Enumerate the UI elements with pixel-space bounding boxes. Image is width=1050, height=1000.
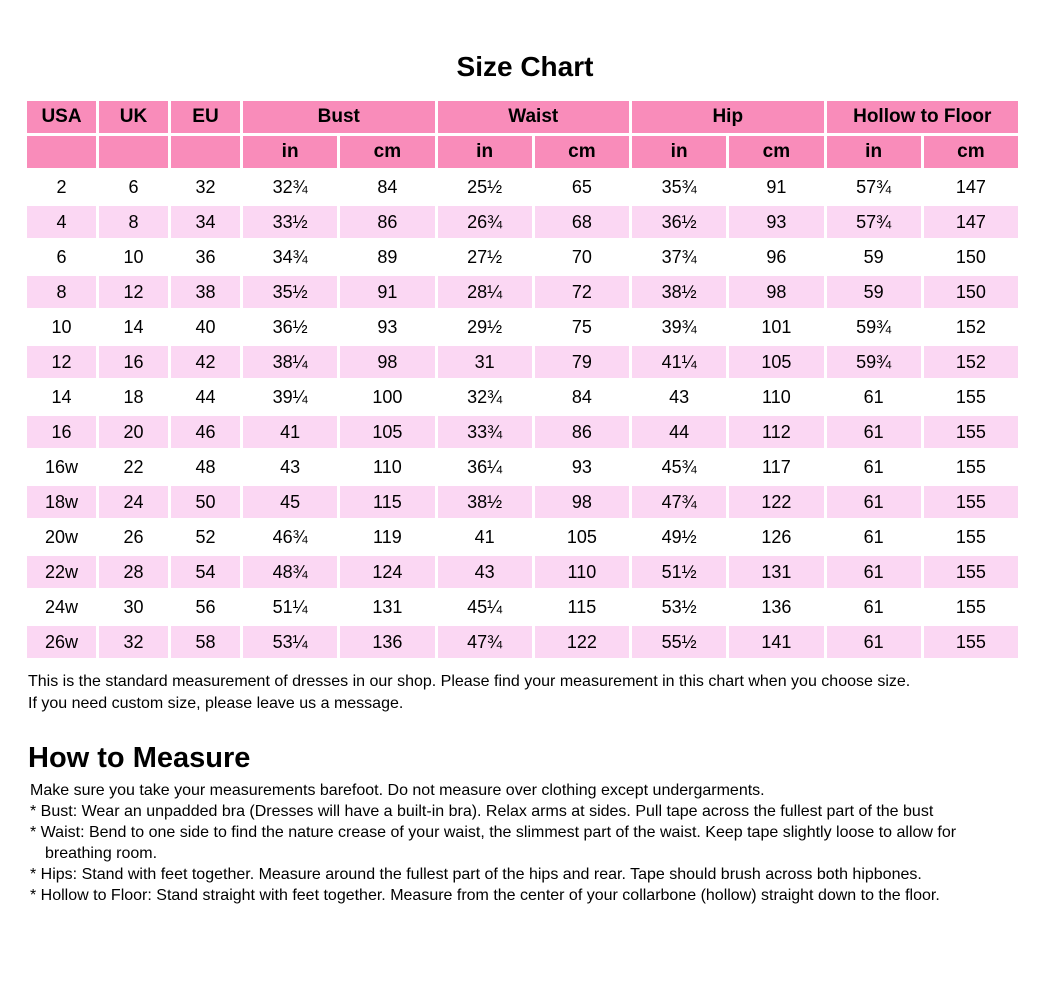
col-header-eu: EU — [171, 101, 240, 133]
cell: 61 — [827, 381, 921, 413]
cell: 33¾ — [438, 416, 532, 448]
cell: 150 — [924, 276, 1018, 308]
table-row — [27, 381, 1018, 413]
table-row — [27, 451, 1018, 483]
page-title: Size Chart — [456, 51, 594, 82]
cell: 8 — [99, 206, 168, 238]
cell: 112 — [729, 416, 823, 448]
cell: 59¾ — [827, 311, 921, 343]
cell: 147 — [924, 171, 1018, 203]
cell: 22w — [27, 556, 96, 588]
cell: 93 — [340, 311, 434, 343]
measure-instruction-bust: * Bust: Wear an unpadded bra (Dresses will have a built-in bra). Relax arms at sides. Pull tape across the fullest part of the bust — [30, 802, 934, 820]
cell: 40 — [171, 311, 240, 343]
cell: 28¼ — [438, 276, 532, 308]
cell: 26w — [27, 626, 96, 658]
table-body — [27, 171, 1018, 658]
cell: 91 — [340, 276, 434, 308]
cell: 16w — [27, 451, 96, 483]
cell: 86 — [535, 416, 629, 448]
col-group-hip: Hip — [632, 101, 824, 133]
table-row — [27, 591, 1018, 623]
cell: 35¾ — [632, 171, 726, 203]
table-row — [27, 276, 1018, 308]
cell: 61 — [827, 451, 921, 483]
measure-instruction-general: Make sure you take your measurements barefoot. Do not measure over clothing except undergarments. — [30, 781, 765, 799]
cell: 12 — [27, 346, 96, 378]
cell: 155 — [924, 591, 1018, 623]
cell: 42 — [171, 346, 240, 378]
cell: 61 — [827, 486, 921, 518]
cell: 30 — [99, 591, 168, 623]
cell: 8 — [27, 276, 96, 308]
cell: 43 — [632, 381, 726, 413]
cell: 91 — [729, 171, 823, 203]
cell: 136 — [729, 591, 823, 623]
cell: 56 — [171, 591, 240, 623]
cell: 29½ — [438, 311, 532, 343]
cell: 110 — [729, 381, 823, 413]
cell: 34 — [171, 206, 240, 238]
cell: 57¾ — [827, 206, 921, 238]
cell: 32¾ — [438, 381, 532, 413]
cell: 36¼ — [438, 451, 532, 483]
table-row — [27, 171, 1018, 203]
cell: 124 — [340, 556, 434, 588]
cell: 89 — [340, 241, 434, 273]
cell: 119 — [340, 521, 434, 553]
cell: 101 — [729, 311, 823, 343]
cell: 105 — [729, 346, 823, 378]
cell: 35½ — [243, 276, 337, 308]
table-row — [27, 241, 1018, 273]
standard-measurement-notes — [28, 671, 1022, 715]
cell: 48 — [171, 451, 240, 483]
unit-blank-eu — [171, 136, 240, 168]
cell: 98 — [535, 486, 629, 518]
cell: 105 — [340, 416, 434, 448]
cell: 31 — [438, 346, 532, 378]
cell: 49½ — [632, 521, 726, 553]
unit-header-hollow-in: in — [827, 136, 921, 168]
cell: 105 — [535, 521, 629, 553]
cell: 61 — [827, 626, 921, 658]
cell: 72 — [535, 276, 629, 308]
cell: 84 — [340, 171, 434, 203]
col-header-usa: USA — [27, 101, 96, 133]
cell: 131 — [729, 556, 823, 588]
note-line: This is the standard measurement of dresses in our shop. Please find your measurement in this chart when you choose size. — [28, 673, 911, 691]
cell: 117 — [729, 451, 823, 483]
cell: 18w — [27, 486, 96, 518]
cell: 122 — [729, 486, 823, 518]
cell: 86 — [340, 206, 434, 238]
cell: 61 — [827, 556, 921, 588]
cell: 36½ — [243, 311, 337, 343]
cell: 68 — [535, 206, 629, 238]
cell: 4 — [27, 206, 96, 238]
how-to-measure-heading: How to Measure — [28, 742, 251, 775]
unit-header-waist-cm: cm — [535, 136, 629, 168]
cell: 98 — [340, 346, 434, 378]
cell: 152 — [924, 311, 1018, 343]
cell: 32 — [171, 171, 240, 203]
cell: 93 — [535, 451, 629, 483]
cell: 155 — [924, 416, 1018, 448]
cell: 39¼ — [243, 381, 337, 413]
cell: 136 — [340, 626, 434, 658]
cell: 37¾ — [632, 241, 726, 273]
cell: 152 — [924, 346, 1018, 378]
table-header — [27, 101, 1018, 168]
cell: 32¾ — [243, 171, 337, 203]
cell: 115 — [535, 591, 629, 623]
table-row — [27, 416, 1018, 448]
cell: 51½ — [632, 556, 726, 588]
cell: 12 — [99, 276, 168, 308]
unit-header-bust-in: in — [243, 136, 337, 168]
cell: 96 — [729, 241, 823, 273]
cell: 6 — [27, 241, 96, 273]
cell: 61 — [827, 591, 921, 623]
cell: 50 — [171, 486, 240, 518]
cell: 57¾ — [827, 171, 921, 203]
cell: 52 — [171, 521, 240, 553]
cell: 46¾ — [243, 521, 337, 553]
unit-header-bust-cm: cm — [340, 136, 434, 168]
cell: 20 — [99, 416, 168, 448]
cell: 44 — [171, 381, 240, 413]
measure-instruction-waist: * Waist: Bend to one side to find the nature crease of your waist, the slimmest part of the waist. Keep tape slightly loose to allow for — [30, 823, 957, 841]
cell: 150 — [924, 241, 1018, 273]
cell: 46 — [171, 416, 240, 448]
cell: 24 — [99, 486, 168, 518]
cell: 110 — [340, 451, 434, 483]
cell: 27½ — [438, 241, 532, 273]
cell: 41¼ — [632, 346, 726, 378]
cell: 93 — [729, 206, 823, 238]
cell: 155 — [924, 381, 1018, 413]
unit-blank-uk — [99, 136, 168, 168]
cell: 51¼ — [243, 591, 337, 623]
unit-blank-usa — [27, 136, 96, 168]
cell: 25½ — [438, 171, 532, 203]
cell: 39¾ — [632, 311, 726, 343]
cell: 14 — [27, 381, 96, 413]
cell: 16 — [27, 416, 96, 448]
cell: 28 — [99, 556, 168, 588]
table-row — [27, 626, 1018, 658]
cell: 59 — [827, 241, 921, 273]
cell: 126 — [729, 521, 823, 553]
cell: 48¾ — [243, 556, 337, 588]
cell: 47¾ — [438, 626, 532, 658]
cell: 98 — [729, 276, 823, 308]
cell: 53¼ — [243, 626, 337, 658]
cell: 61 — [827, 416, 921, 448]
cell: 45¼ — [438, 591, 532, 623]
cell: 38 — [171, 276, 240, 308]
unit-header-hip-cm: cm — [729, 136, 823, 168]
cell: 18 — [99, 381, 168, 413]
cell: 34¾ — [243, 241, 337, 273]
unit-header-hollow-cm: cm — [924, 136, 1018, 168]
cell: 45 — [243, 486, 337, 518]
cell: 65 — [535, 171, 629, 203]
cell: 36 — [171, 241, 240, 273]
cell: 75 — [535, 311, 629, 343]
cell: 22 — [99, 451, 168, 483]
cell: 100 — [340, 381, 434, 413]
cell: 70 — [535, 241, 629, 273]
cell: 155 — [924, 556, 1018, 588]
cell: 122 — [535, 626, 629, 658]
cell: 84 — [535, 381, 629, 413]
cell: 131 — [340, 591, 434, 623]
cell: 141 — [729, 626, 823, 658]
measure-instruction-waist-continued: breathing room. — [45, 844, 158, 862]
cell: 55½ — [632, 626, 726, 658]
table-row — [27, 486, 1018, 518]
unit-header-hip-in: in — [632, 136, 726, 168]
table-row — [27, 521, 1018, 553]
note-line: If you need custom size, please leave us a message. — [28, 695, 404, 713]
cell: 38½ — [632, 276, 726, 308]
size-chart-table — [24, 98, 1021, 661]
cell: 47¾ — [632, 486, 726, 518]
measure-instruction-hips: * Hips: Stand with feet together. Measure around the fullest part of the hips and rear. Tape should brush across both hipbones. — [30, 865, 922, 883]
col-header-uk: UK — [99, 101, 168, 133]
how-to-measure-instructions — [30, 780, 1022, 906]
cell: 10 — [99, 241, 168, 273]
cell: 58 — [171, 626, 240, 658]
cell: 53½ — [632, 591, 726, 623]
cell: 44 — [632, 416, 726, 448]
cell: 26 — [99, 521, 168, 553]
col-group-hollow-to-floor: Hollow to Floor — [827, 101, 1019, 133]
cell: 115 — [340, 486, 434, 518]
table-row — [27, 206, 1018, 238]
table-row — [27, 311, 1018, 343]
cell: 41 — [243, 416, 337, 448]
col-group-waist: Waist — [438, 101, 630, 133]
cell: 59 — [827, 276, 921, 308]
cell: 20w — [27, 521, 96, 553]
cell: 147 — [924, 206, 1018, 238]
cell: 16 — [99, 346, 168, 378]
measure-instruction-hollow-to-floor: * Hollow to Floor: Stand straight with feet together. Measure from the center of your collarbone (hollow) straight down to the floor. — [30, 886, 940, 904]
cell: 155 — [924, 626, 1018, 658]
cell: 6 — [99, 171, 168, 203]
cell: 110 — [535, 556, 629, 588]
cell: 45¾ — [632, 451, 726, 483]
unit-header-waist-in: in — [438, 136, 532, 168]
cell: 155 — [924, 521, 1018, 553]
table-unit-header-row — [27, 136, 1018, 168]
cell: 24w — [27, 591, 96, 623]
cell: 43 — [243, 451, 337, 483]
cell: 38¼ — [243, 346, 337, 378]
table-group-header-row — [27, 101, 1018, 133]
cell: 10 — [27, 311, 96, 343]
cell: 36½ — [632, 206, 726, 238]
cell: 155 — [924, 486, 1018, 518]
table-row — [27, 346, 1018, 378]
cell: 79 — [535, 346, 629, 378]
cell: 14 — [99, 311, 168, 343]
col-group-bust: Bust — [243, 101, 435, 133]
cell: 26¾ — [438, 206, 532, 238]
cell: 41 — [438, 521, 532, 553]
cell: 2 — [27, 171, 96, 203]
cell: 33½ — [243, 206, 337, 238]
cell: 155 — [924, 451, 1018, 483]
cell: 32 — [99, 626, 168, 658]
cell: 59¾ — [827, 346, 921, 378]
cell: 54 — [171, 556, 240, 588]
cell: 43 — [438, 556, 532, 588]
cell: 38½ — [438, 486, 532, 518]
cell: 61 — [827, 521, 921, 553]
table-row — [27, 556, 1018, 588]
